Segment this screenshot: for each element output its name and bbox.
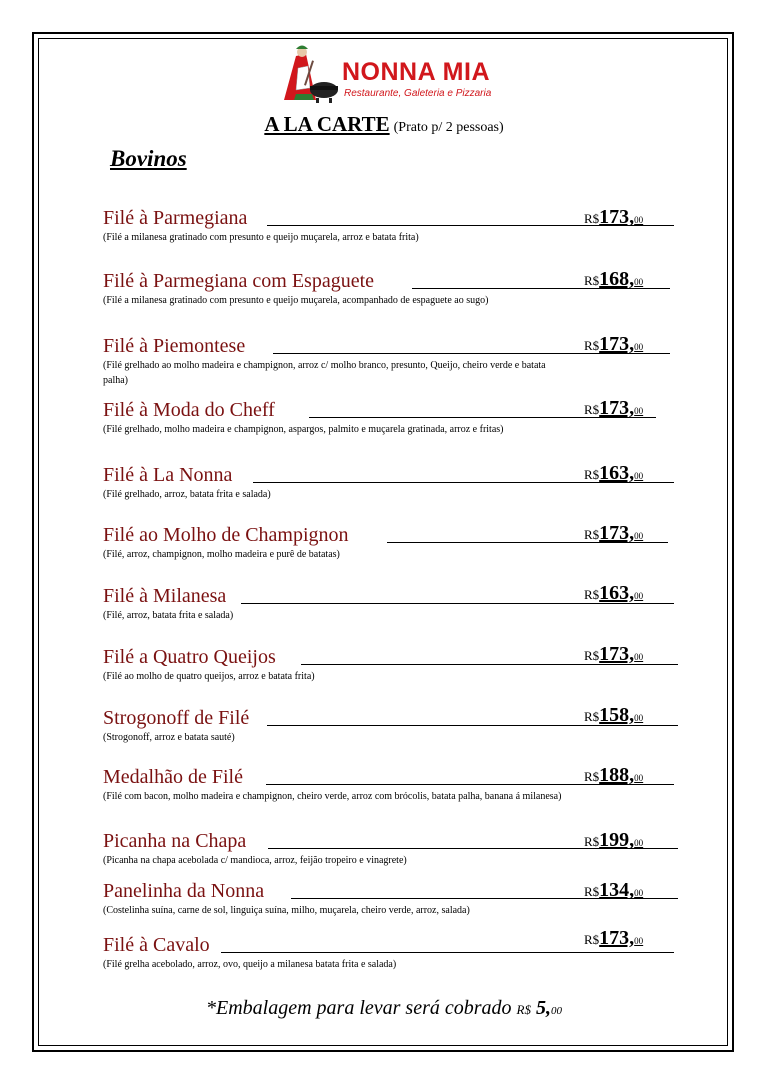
menu-item: [103, 828, 573, 868]
item-price: R$173,00: [584, 206, 644, 228]
item-price: R$163,00: [584, 582, 644, 604]
item-price: R$173,00: [584, 927, 644, 949]
nonna-cooking-icon: [276, 42, 342, 104]
item-description: (Filé grelhado ao molho madeira e champignon, arroz c/ molho branco, presunto, Queijo, cheiro verde e batata palha): [103, 360, 546, 386]
item-description: (Filé, arroz, champignon, molho madeira e purê de batatas): [103, 549, 340, 560]
item-name: Filé a Quatro Queijos: [103, 646, 276, 668]
restaurant-logo: [276, 42, 506, 104]
menu-item: [103, 268, 573, 308]
item-name: Filé ao Molho de Champignon: [103, 524, 349, 546]
footer-text: *Embalagem para levar será cobrado: [206, 997, 512, 1019]
menu-item: [103, 397, 573, 437]
item-price: R$188,00: [584, 764, 644, 786]
item-description: (Filé a milanesa gratinado com presunto e queijo muçarela, acompanhado de espaguete ao sugo): [103, 295, 489, 306]
item-price: R$173,00: [584, 643, 644, 665]
menu-item: [103, 462, 573, 502]
item-description: (Filé ao molho de quatro queijos, arroz e batata frita): [103, 671, 315, 682]
item-price: R$173,00: [584, 522, 644, 544]
item-name: Filé à Milanesa: [103, 585, 227, 607]
menu-title: A LA CARTE: [264, 112, 390, 136]
item-name: Filé à La Nonna: [103, 464, 233, 486]
item-description: (Filé grelhado, molho madeira e champignon, aspargos, palmito e muçarela gratinada, arroz e fritas): [103, 424, 504, 435]
item-price: R$199,00: [584, 829, 644, 851]
menu-item: [103, 705, 573, 745]
item-name: Filé à Parmegiana com Espaguete: [103, 270, 375, 292]
item-name: Filé à Moda do Cheff: [103, 399, 275, 421]
restaurant-tagline: Restaurante, Galeteria e Pizzaria: [344, 88, 492, 99]
menu-item: [103, 333, 573, 388]
item-description: (Filé grelhado, arroz, batata frita e salada): [103, 489, 271, 500]
item-price: R$173,00: [584, 333, 644, 355]
item-name: Strogonoff de Filé: [103, 707, 250, 729]
packaging-fee-note: [0, 997, 768, 1020]
footer-amount: 5,: [535, 997, 551, 1019]
item-name: Filé à Piemontese: [103, 335, 246, 357]
menu-item: [103, 644, 573, 684]
item-price: R$168,00: [584, 268, 644, 290]
item-description: (Filé, arroz, batata frita e salada): [103, 610, 234, 621]
footer-currency: R$: [516, 1002, 531, 1017]
item-description: (Picanha na chapa acebolada c/ mandioca, arroz, feijão tropeiro e vinagrete): [103, 855, 407, 866]
menu-subtitle: (Prato p/ 2 pessoas): [393, 120, 504, 135]
menu-item: [103, 878, 573, 918]
footer-cents: 00: [550, 1005, 562, 1017]
menu-item: [103, 764, 573, 804]
item-name: Filé à Cavalo: [103, 934, 210, 956]
item-name: Picanha na Chapa: [103, 830, 247, 852]
item-price: R$158,00: [584, 704, 644, 726]
item-price: R$173,00: [584, 397, 644, 419]
section-title: Bovinos: [110, 146, 187, 171]
leader-line: [221, 952, 674, 953]
item-description: (Filé a milanesa gratinado com presunto e queijo muçarela, arroz e batata frita): [103, 232, 419, 243]
menu-heading: [0, 112, 768, 137]
item-description: (Costelinha suína, carne de sol, linguiça suína, milho, muçarela, cheiro verde, arroz, salada): [103, 905, 470, 916]
menu-item: [103, 205, 573, 245]
item-price: R$163,00: [584, 462, 644, 484]
item-name: Medalhão de Filé: [103, 766, 243, 788]
menu-item: [103, 522, 573, 562]
restaurant-name: NONNA MIA: [342, 58, 491, 86]
menu-item: [103, 583, 573, 623]
item-price: R$134,00: [584, 879, 644, 901]
item-name: Panelinha da Nonna: [103, 880, 265, 902]
menu-item: [103, 932, 573, 972]
item-description: (Strogonoff, arroz e batata sauté): [103, 732, 235, 743]
item-name: Filé à Parmegiana: [103, 207, 248, 229]
item-description: (Filé grelha acebolado, arroz, ovo, queijo a milanesa batata frita e salada): [103, 959, 397, 970]
item-description: (Filé com bacon, molho madeira e champignon, cheiro verde, arroz com brócolis, batata palha, banana á milanesa): [103, 791, 562, 802]
